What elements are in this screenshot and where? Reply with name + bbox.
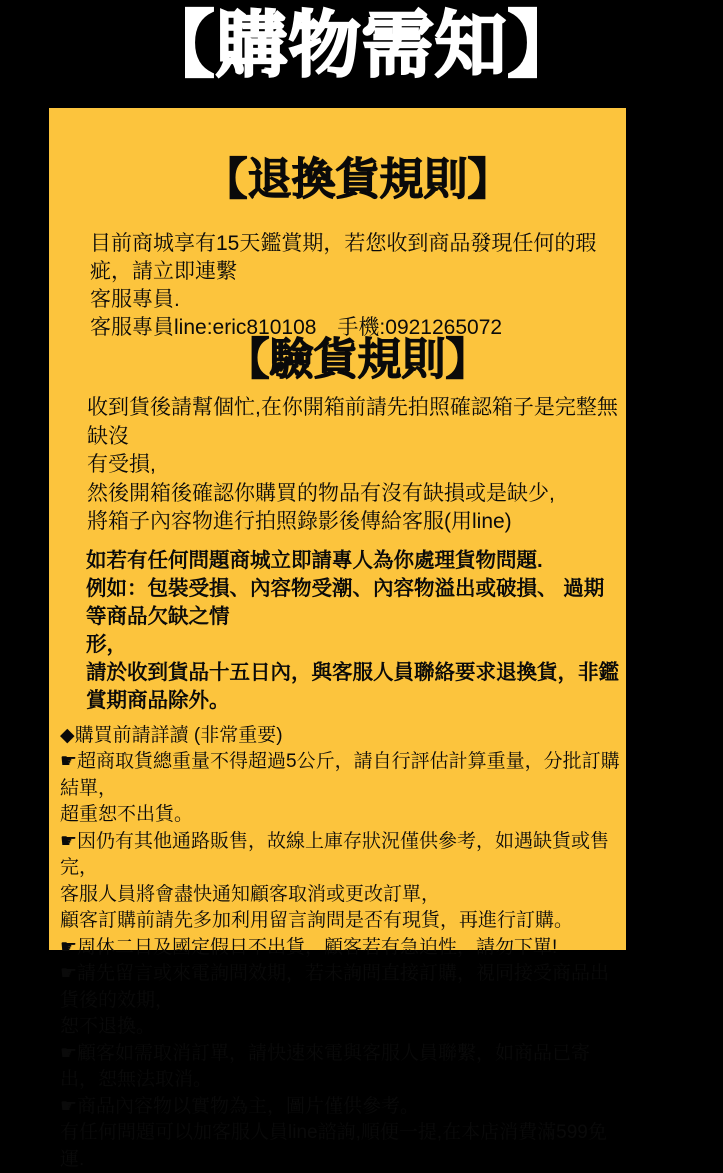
inspection-rules-header: 【驗貨規則】 xyxy=(49,336,626,384)
return-policy-text: 目前商城享有15天鑑賞期，若您收到商品發現任何的瑕疵，請立即連繫 客服專員. 客服專員line:eric810108 手機:0921265072 xyxy=(49,230,626,342)
notice-panel xyxy=(49,108,626,950)
return-policy-header: 【退換貨規則】 xyxy=(49,156,626,204)
issue-handling-text: 如若有任何問題商城立即請專人為你處理貨物問題. 例如：包裝受損、內容物受潮、內容物溢出或破損、 過期等商品欠缺之情 形， 請於收到貨品十五日內，與客服人員聯絡要求退換貨，非鑑賞期商品除外。 xyxy=(49,547,626,715)
inspection-rules-text: 收到貨後請幫個忙,在你開箱前請先拍照確認箱子是完整無缺沒 有受損, 然後開箱後確認你購買的物品有沒有缺損或是缺少, 將箱子內容物進行拍照錄影後傳給客服(用line) xyxy=(49,394,626,537)
purchase-notes-text: ◆購買前請詳讀 (非常重要) ☛超商取貨總重量不得超過5公斤，請自行評估計算重量，分批訂購結單， 超重恕不出貨。 ☛因仍有其他通路販售，故線上庫存狀況僅供參考，如遇缺貨或售完， 客服人員將會盡快通知顧客取消或更改訂單， 顧客訂購前請先多加利用留言詢問是否有現貨，再進行訂購。 ☛周休二日及國定假日不出貨，顧客若有急迫性，請勿下單! ☛請先留言或來電詢問效期，若未詢問直接訂購，視同接受商品出貨後的效期， 恕不退換。 ☛顧客如需取消訂單，請快速來電與客服人員聯繫，如商品已寄出，恕無法取消。 ☛商品內容物以實物為主，圖片僅供參考。 有任何問題可以加客服人員line諮詢,順便一提,在本店消費滿599免運. xyxy=(49,723,626,1173)
page-title: 【購物需知】 xyxy=(0,0,723,88)
